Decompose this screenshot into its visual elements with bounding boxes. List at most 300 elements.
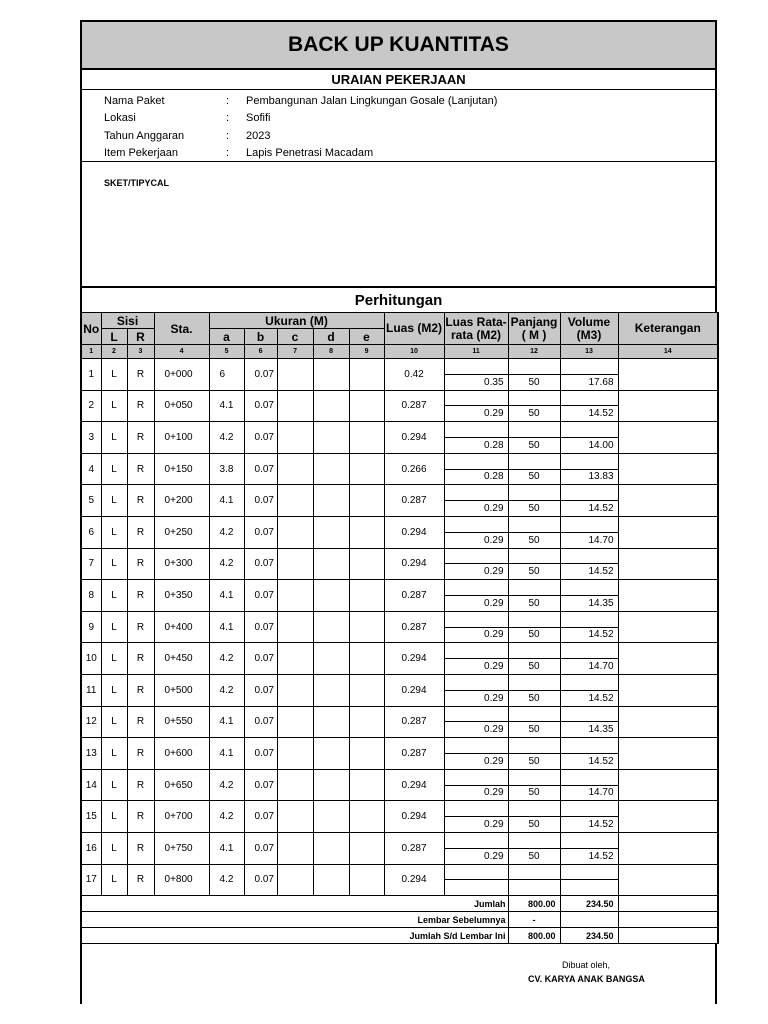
header-sta: Sta.	[154, 313, 209, 345]
cell-r: R	[127, 643, 154, 675]
cell-vol	[560, 611, 618, 643]
value-avg: 0.35	[445, 374, 508, 390]
value-avg: 0.29	[445, 690, 508, 706]
column-number: 6	[244, 345, 277, 359]
total-label-sebelumnya: Lembar Sebelumnya	[81, 912, 508, 928]
cell-vol	[560, 485, 618, 517]
table-row	[81, 580, 718, 612]
cell-no: 8	[81, 580, 101, 612]
cell-b: 0.07	[244, 453, 277, 485]
header-c: c	[277, 329, 313, 345]
cell-d	[313, 832, 349, 864]
header-keterangan: Keterangan	[618, 313, 718, 345]
cell-c	[277, 832, 313, 864]
cell-vol	[560, 706, 618, 738]
cell-a: 4.2	[209, 422, 244, 454]
cell-keterangan	[618, 738, 718, 770]
cell-r: R	[127, 580, 154, 612]
cell-e	[349, 453, 384, 485]
header-luas-rata: Luas Rata-rata (M2)	[444, 313, 508, 345]
cell-len	[508, 674, 560, 706]
total-label-sd: Jumlah S/d Lembar Ini	[81, 928, 508, 944]
cell-no: 10	[81, 643, 101, 675]
total-volume: 234.50	[560, 896, 618, 912]
cell-avg	[444, 611, 508, 643]
cell-b: 0.07	[244, 390, 277, 422]
value-avg: 0.29	[445, 500, 508, 516]
cell-a: 4.1	[209, 485, 244, 517]
cell-a: 4.2	[209, 548, 244, 580]
cell-b: 0.07	[244, 864, 277, 896]
cell-luas: 0.294	[384, 801, 444, 833]
table-row	[81, 485, 718, 517]
cell-l: L	[101, 359, 127, 391]
cell-vol	[560, 390, 618, 422]
sebelumnya-panjang: -	[508, 912, 560, 928]
table-row	[81, 738, 718, 770]
value-avg: 0.29	[445, 563, 508, 579]
cell-luas: 0.287	[384, 485, 444, 517]
cell-r: R	[127, 422, 154, 454]
cell-l: L	[101, 548, 127, 580]
sd-panjang: 800.00	[508, 928, 560, 944]
cell-a: 4.2	[209, 674, 244, 706]
cell-keterangan	[618, 580, 718, 612]
table-row	[81, 611, 718, 643]
info-block	[80, 90, 717, 162]
column-number: 10	[384, 345, 444, 359]
cell-e	[349, 359, 384, 391]
value-avg: 0.29	[445, 721, 508, 737]
table-row	[81, 643, 718, 675]
cell-e	[349, 706, 384, 738]
column-number: 7	[277, 345, 313, 359]
cell-c	[277, 674, 313, 706]
cell-vol	[560, 359, 618, 391]
cell-vol	[560, 864, 618, 896]
column-number: 4	[154, 345, 209, 359]
cell-b: 0.07	[244, 706, 277, 738]
cell-avg	[444, 422, 508, 454]
cell-e	[349, 580, 384, 612]
cell-no: 14	[81, 769, 101, 801]
cell-keterangan	[618, 516, 718, 548]
cell-luas: 0.294	[384, 548, 444, 580]
column-number: 14	[618, 345, 718, 359]
header-a: a	[209, 329, 244, 345]
cell-vol	[560, 643, 618, 675]
cell-avg	[444, 580, 508, 612]
cell-keterangan	[618, 674, 718, 706]
signature-area	[80, 944, 717, 1004]
value-len: 50	[509, 690, 560, 706]
cell-r: R	[127, 516, 154, 548]
total-keterangan	[618, 896, 718, 912]
value-vol: 14.52	[561, 690, 618, 706]
table-row	[81, 453, 718, 485]
cell-keterangan	[618, 485, 718, 517]
cell-no: 5	[81, 485, 101, 517]
value-avg	[445, 879, 508, 895]
cell-sta: 0+500	[154, 674, 209, 706]
cell-e	[349, 422, 384, 454]
info-sep: :	[226, 147, 230, 160]
cell-e	[349, 485, 384, 517]
document-title: BACK UP KUANTITAS	[80, 20, 717, 70]
column-number: 13	[560, 345, 618, 359]
company-name: CV. KARYA ANAK BANGSA	[528, 974, 645, 985]
value-vol: 17.68	[561, 374, 618, 390]
cell-a: 4.2	[209, 516, 244, 548]
cell-vol	[560, 548, 618, 580]
value-len: 50	[509, 785, 560, 801]
cell-no: 13	[81, 738, 101, 770]
cell-r: R	[127, 832, 154, 864]
header-e: e	[349, 329, 384, 345]
cell-avg	[444, 832, 508, 864]
cell-a: 4.1	[209, 580, 244, 612]
cell-e	[349, 769, 384, 801]
value-len: 50	[509, 405, 560, 421]
table-row	[81, 548, 718, 580]
cell-sta: 0+600	[154, 738, 209, 770]
cell-d	[313, 359, 349, 391]
cell-a: 4.2	[209, 643, 244, 675]
cell-len	[508, 580, 560, 612]
column-number: 2	[101, 345, 127, 359]
cell-avg	[444, 864, 508, 896]
value-avg: 0.29	[445, 658, 508, 674]
cell-vol	[560, 769, 618, 801]
cell-avg	[444, 485, 508, 517]
total-label-jumlah: Jumlah	[81, 896, 508, 912]
value-avg: 0.29	[445, 848, 508, 864]
cell-b: 0.07	[244, 422, 277, 454]
cell-r: R	[127, 485, 154, 517]
cell-l: L	[101, 832, 127, 864]
cell-r: R	[127, 390, 154, 422]
cell-len	[508, 801, 560, 833]
cell-b: 0.07	[244, 580, 277, 612]
cell-e	[349, 390, 384, 422]
value-len: 50	[509, 563, 560, 579]
cell-keterangan	[618, 769, 718, 801]
document-sheet	[80, 20, 717, 1004]
cell-sta: 0+200	[154, 485, 209, 517]
cell-d	[313, 422, 349, 454]
cell-avg	[444, 674, 508, 706]
value-avg: 0.29	[445, 405, 508, 421]
value-vol: 14.70	[561, 785, 618, 801]
value-vol: 14.70	[561, 658, 618, 674]
info-value: Pembangunan Jalan Lingkungan Gosale (Lanjutan)	[246, 94, 498, 107]
cell-c	[277, 453, 313, 485]
header-no: No	[81, 313, 101, 345]
perhitungan-title: Perhitungan	[80, 288, 717, 312]
value-avg: 0.29	[445, 816, 508, 832]
dibuat-oleh: Dibuat oleh,	[562, 960, 611, 971]
cell-no: 4	[81, 453, 101, 485]
value-vol: 14.52	[561, 627, 618, 643]
info-row-nama-paket	[104, 92, 715, 110]
cell-sta: 0+750	[154, 832, 209, 864]
cell-sta: 0+350	[154, 580, 209, 612]
cell-d	[313, 706, 349, 738]
total-panjang: 800.00	[508, 896, 560, 912]
cell-a: 4.1	[209, 738, 244, 770]
value-len: 50	[509, 532, 560, 548]
cell-no: 3	[81, 422, 101, 454]
cell-r: R	[127, 769, 154, 801]
cell-len	[508, 832, 560, 864]
table-row	[81, 359, 718, 391]
sd-volume: 234.50	[560, 928, 618, 944]
column-number: 5	[209, 345, 244, 359]
info-sep: :	[226, 129, 230, 142]
column-number: 9	[349, 345, 384, 359]
cell-a: 4.2	[209, 864, 244, 896]
cell-avg	[444, 516, 508, 548]
cell-c	[277, 485, 313, 517]
cell-r: R	[127, 864, 154, 896]
cell-c	[277, 769, 313, 801]
cell-r: R	[127, 674, 154, 706]
cell-l: L	[101, 422, 127, 454]
column-number: 12	[508, 345, 560, 359]
cell-l: L	[101, 706, 127, 738]
cell-l: L	[101, 801, 127, 833]
cell-keterangan	[618, 643, 718, 675]
cell-e	[349, 548, 384, 580]
value-len: 50	[509, 816, 560, 832]
cell-no: 16	[81, 832, 101, 864]
value-len: 50	[509, 374, 560, 390]
cell-no: 11	[81, 674, 101, 706]
cell-e	[349, 643, 384, 675]
cell-e	[349, 832, 384, 864]
cell-l: L	[101, 738, 127, 770]
value-vol: 14.52	[561, 500, 618, 516]
cell-luas: 0.294	[384, 422, 444, 454]
cell-vol	[560, 832, 618, 864]
cell-len	[508, 611, 560, 643]
cell-l: L	[101, 390, 127, 422]
cell-d	[313, 390, 349, 422]
cell-d	[313, 864, 349, 896]
cell-c	[277, 864, 313, 896]
cell-avg	[444, 738, 508, 770]
cell-r: R	[127, 706, 154, 738]
cell-e	[349, 738, 384, 770]
header-sisi: Sisi	[101, 313, 154, 329]
cell-e	[349, 611, 384, 643]
value-vol: 14.52	[561, 753, 618, 769]
cell-r: R	[127, 359, 154, 391]
cell-sta: 0+550	[154, 706, 209, 738]
cell-keterangan	[618, 453, 718, 485]
cell-no: 1	[81, 359, 101, 391]
cell-luas: 0.294	[384, 516, 444, 548]
value-vol: 14.52	[561, 563, 618, 579]
column-number: 11	[444, 345, 508, 359]
cell-sta: 0+250	[154, 516, 209, 548]
cell-luas: 0.287	[384, 580, 444, 612]
cell-keterangan	[618, 390, 718, 422]
cell-len	[508, 422, 560, 454]
table-row	[81, 422, 718, 454]
value-avg: 0.28	[445, 437, 508, 453]
cell-sta: 0+150	[154, 453, 209, 485]
cell-d	[313, 485, 349, 517]
cell-d	[313, 548, 349, 580]
table-row	[81, 832, 718, 864]
cell-e	[349, 801, 384, 833]
cell-a: 4.1	[209, 706, 244, 738]
cell-r: R	[127, 548, 154, 580]
cell-r: R	[127, 611, 154, 643]
header-d: d	[313, 329, 349, 345]
cell-b: 0.07	[244, 548, 277, 580]
column-number-row	[81, 345, 718, 359]
cell-c	[277, 801, 313, 833]
cell-b: 0.07	[244, 643, 277, 675]
value-len: 50	[509, 595, 560, 611]
cell-avg	[444, 801, 508, 833]
cell-e	[349, 864, 384, 896]
value-len: 50	[509, 753, 560, 769]
info-value: Sofifi	[246, 112, 271, 125]
cell-sta: 0+800	[154, 864, 209, 896]
cell-vol	[560, 738, 618, 770]
info-label: Nama Paket	[104, 94, 165, 107]
cell-c	[277, 611, 313, 643]
cell-sta: 0+300	[154, 548, 209, 580]
info-row-item	[104, 145, 715, 163]
cell-l: L	[101, 674, 127, 706]
cell-keterangan	[618, 548, 718, 580]
cell-keterangan	[618, 422, 718, 454]
cell-e	[349, 516, 384, 548]
cell-luas: 0.294	[384, 769, 444, 801]
cell-sta: 0+700	[154, 801, 209, 833]
cell-d	[313, 801, 349, 833]
cell-len	[508, 359, 560, 391]
header-sisi-r: R	[127, 329, 154, 345]
info-sep: :	[226, 112, 230, 125]
table-row	[81, 706, 718, 738]
cell-vol	[560, 516, 618, 548]
cell-l: L	[101, 769, 127, 801]
info-label: Tahun Anggaran	[104, 129, 185, 142]
cell-keterangan	[618, 801, 718, 833]
cell-a: 4.2	[209, 769, 244, 801]
cell-b: 0.07	[244, 832, 277, 864]
cell-len	[508, 548, 560, 580]
cell-a: 6	[209, 359, 244, 391]
cell-l: L	[101, 580, 127, 612]
value-len: 50	[509, 848, 560, 864]
header-sisi-l: L	[101, 329, 127, 345]
table-body	[81, 359, 718, 896]
cell-e	[349, 674, 384, 706]
table-row	[81, 801, 718, 833]
value-vol	[561, 879, 618, 895]
cell-r: R	[127, 738, 154, 770]
column-number: 3	[127, 345, 154, 359]
value-len	[509, 879, 560, 895]
value-vol: 14.52	[561, 816, 618, 832]
cell-l: L	[101, 864, 127, 896]
cell-no: 15	[81, 801, 101, 833]
cell-avg	[444, 359, 508, 391]
cell-vol	[560, 674, 618, 706]
cell-no: 7	[81, 548, 101, 580]
cell-avg	[444, 643, 508, 675]
cell-vol	[560, 580, 618, 612]
info-sep: :	[226, 94, 230, 107]
cell-sta: 0+050	[154, 390, 209, 422]
column-number: 1	[81, 345, 101, 359]
cell-luas: 0.42	[384, 359, 444, 391]
cell-l: L	[101, 453, 127, 485]
cell-len	[508, 864, 560, 896]
info-label: Lokasi	[104, 112, 136, 125]
cell-c	[277, 643, 313, 675]
uraian-title: URAIAN PEKERJAAN	[80, 70, 717, 90]
cell-len	[508, 453, 560, 485]
cell-no: 2	[81, 390, 101, 422]
sebelumnya-volume	[560, 912, 618, 928]
cell-vol	[560, 422, 618, 454]
value-vol: 14.35	[561, 595, 618, 611]
cell-c	[277, 706, 313, 738]
sd-keterangan	[618, 928, 718, 944]
cell-d	[313, 580, 349, 612]
cell-luas: 0.287	[384, 738, 444, 770]
cell-luas: 0.287	[384, 832, 444, 864]
info-row-lokasi	[104, 110, 715, 128]
cell-luas: 0.266	[384, 453, 444, 485]
cell-keterangan	[618, 832, 718, 864]
value-vol: 14.52	[561, 848, 618, 864]
value-vol: 13.83	[561, 469, 618, 485]
cell-c	[277, 580, 313, 612]
cell-vol	[560, 453, 618, 485]
cell-no: 6	[81, 516, 101, 548]
value-avg: 0.29	[445, 753, 508, 769]
cell-d	[313, 643, 349, 675]
info-label: Item Pekerjaan	[104, 147, 178, 160]
cell-c	[277, 359, 313, 391]
value-len: 50	[509, 500, 560, 516]
cell-l: L	[101, 485, 127, 517]
cell-c	[277, 516, 313, 548]
value-avg: 0.29	[445, 627, 508, 643]
cell-len	[508, 643, 560, 675]
cell-a: 4.2	[209, 801, 244, 833]
cell-keterangan	[618, 864, 718, 896]
cell-d	[313, 611, 349, 643]
table-row	[81, 769, 718, 801]
value-len: 50	[509, 658, 560, 674]
cell-keterangan	[618, 611, 718, 643]
cell-avg	[444, 769, 508, 801]
cell-l: L	[101, 516, 127, 548]
cell-avg	[444, 390, 508, 422]
cell-luas: 0.287	[384, 706, 444, 738]
cell-len	[508, 769, 560, 801]
cell-no: 9	[81, 611, 101, 643]
